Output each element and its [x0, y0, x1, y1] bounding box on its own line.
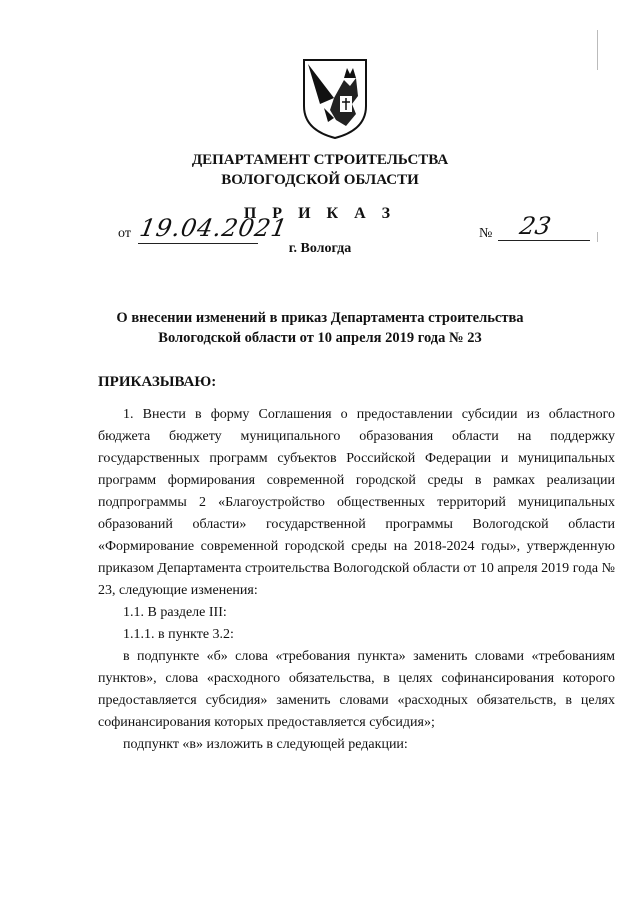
- department-name-line1: ДЕПАРТАМЕНТ СТРОИТЕЛЬСТВА: [191, 152, 449, 168]
- paragraph-1-1: 1.1. В разделе III:: [123, 605, 227, 620]
- paragraph-1: 1. Внести в форму Соглашения о предоставлении субсидии из областного бюджета бюджету муниципального образования области на поддержку государственных программ субъектов Российской Федерации и муниципальных программ формирования современной городской среды в рамках реализации подпрограммы 2 «Благоустройство общественных территорий муниципальных образований области» государственной программы Вологодской области «Формирование современной городской среды на 2018-2024 годы», утвержденную приказом Департамента строительства Вологодской области от 10 апреля 2019 года № 23, следующие изменения:: [98, 407, 615, 598]
- vologda-coat-of-arms-icon: [300, 56, 370, 140]
- scan-artifact: [597, 30, 598, 70]
- handwritten-number: 23: [517, 212, 554, 240]
- scan-artifact: [597, 232, 598, 242]
- number-label: №: [479, 226, 493, 241]
- order-word: ПРИКАЗЫВАЮ:: [98, 374, 217, 390]
- order-body: [98, 404, 615, 756]
- document-type-title: П Р И К А З: [243, 205, 397, 222]
- subject-line2: Вологодской области от 10 апреля 2019 года № 23: [158, 330, 482, 346]
- handwritten-date: 19.04.2021: [137, 214, 290, 242]
- city-name: г. Вологда: [288, 241, 352, 256]
- date-label: от: [118, 226, 131, 241]
- paragraph-1-1-1: 1.1.1. в пункте 3.2:: [123, 627, 234, 642]
- subject-line1: О внесении изменений в приказ Департамента строительства: [116, 310, 524, 326]
- paragraph-subpoint-b: в подпункте «б» слова «требования пункта» заменить словами «требованиям пунктов», слова «расходного обязательства, в целях софинансирования которого предоставляется субсидия» заменить словами «расходных обязательств, в целях софинансирования которых предоставляется субсидия»;: [98, 649, 615, 730]
- department-name-line2: ВОЛОГОДСКОЙ ОБЛАСТИ: [221, 172, 419, 188]
- paragraph-subpoint-v: подпункт «в» изложить в следующей редакции:: [123, 737, 408, 752]
